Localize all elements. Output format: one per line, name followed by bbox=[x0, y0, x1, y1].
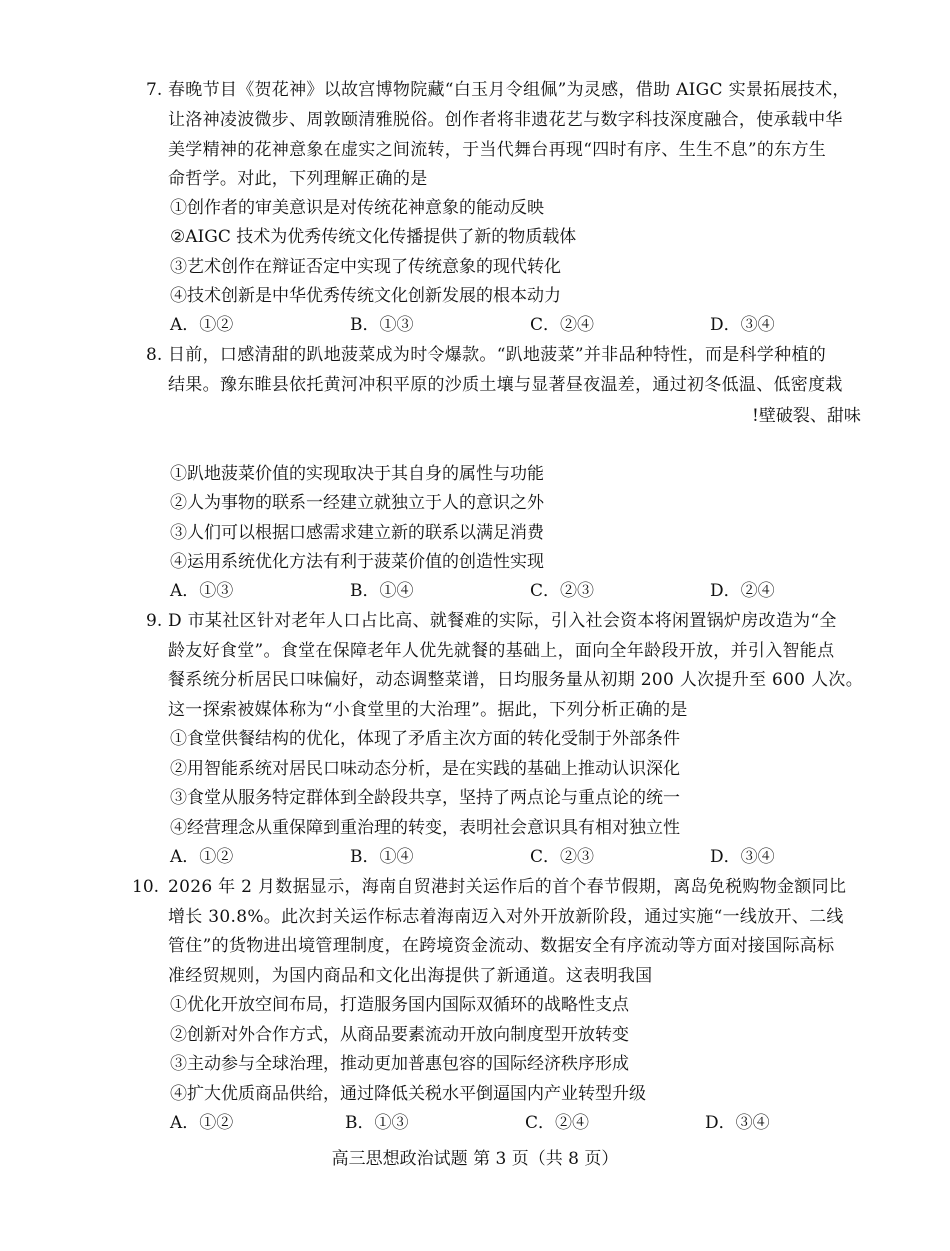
question-stem-line: 增长 30.8%。此次封关运作标志着海南迈入对外开放新阶段，通过实施“一线放开、二线 bbox=[168, 907, 844, 927]
answer-choice-a: A．①② bbox=[170, 1113, 234, 1133]
answer-choice-c: C．②③ bbox=[530, 847, 595, 867]
question-stem-line: 春晚节目《贺花神》以故宫博物院藏“白玉月令组佩”为灵感，借助 AIGC 实景拓展技术， bbox=[168, 80, 850, 100]
answer-choice-b: B．①③ bbox=[350, 315, 414, 335]
answer-choice-a: A．①② bbox=[170, 847, 234, 867]
statement-option: ③主动参与全球治理，推动更加普惠包容的国际经济秩序形成 bbox=[170, 1054, 629, 1074]
question-stem-line: 龄友好食堂”。食堂在保障老年人优先就餐的基础上，面向全年龄段开放，并引入智能点 bbox=[168, 641, 835, 661]
answer-choice-d: D．③④ bbox=[710, 315, 775, 335]
statement-option: ②用智能系统对居民口味动态分析，是在实践的基础上推动认识深化 bbox=[170, 759, 680, 779]
question-stem-line: 日前，口感清甜的趴地菠菜成为时令爆款。“趴地菠菜”并非品种特性，而是科学种植的 bbox=[168, 345, 827, 365]
statement-option: ②人为事物的联系一经建立就独立于人的意识之外 bbox=[170, 493, 544, 513]
question-stem-line: 让洛神凌波微步、周敦颐清雅脱俗。创作者将非遗花艺与数字科技深度融合，使承载中华 bbox=[168, 110, 843, 130]
answer-choice-c: C．②④ bbox=[525, 1113, 590, 1133]
statement-option: ①趴地菠菜价值的实现取决于其自身的属性与功能 bbox=[170, 464, 544, 484]
statement-option: ③人们可以根据口感需求建立新的联系以满足消费 bbox=[170, 523, 544, 543]
answer-choice-b: B．①④ bbox=[350, 581, 414, 601]
question-stem-line: 2026 年 2 月数据显示，海南自贸港封关运作后的首个春节假期，离岛免税购物金额同比 bbox=[168, 877, 847, 897]
answer-choice-a: A．①③ bbox=[170, 581, 234, 601]
statement-option: ②AIGC 技术为优秀传统文化传播提供了新的物质载体 bbox=[170, 227, 577, 247]
question-stem-line: 准经贸规则，为国内商品和文化出海提供了新通道。这表明我国 bbox=[168, 966, 653, 986]
question-stem-line: 这一探索被媒体称为“小食堂里的大治理”。据此，下列分析正确的是 bbox=[168, 700, 688, 720]
question-stem-line: 管住”的货物进出境管理制度，在跨境资金流动、数据安全有序流动等方面对接国际高标 bbox=[168, 936, 835, 956]
partial-text-fragment: !壁破裂、甜味 bbox=[752, 406, 861, 426]
statement-option: ③食堂从服务特定群体到全龄段共享，坚持了两点论与重点论的统一 bbox=[170, 788, 680, 808]
question-stem-line: 餐系统分析居民口味偏好，动态调整菜谱，日均服务量从初期 200 人次提升至 600 人次。 bbox=[168, 670, 864, 690]
question-stem-line: 美学精神的花神意象在虚实之间流转，于当代舞台再现“四时有序、生生不息”的东方生 bbox=[168, 140, 827, 160]
answer-choice-c: C．②③ bbox=[530, 581, 595, 601]
answer-choice-c: C．②④ bbox=[530, 315, 595, 335]
question-number: 8. bbox=[146, 345, 163, 365]
answer-choice-b: B．①④ bbox=[350, 847, 414, 867]
question-number: 7. bbox=[146, 80, 163, 100]
question-stem-line: 结果。豫东睢县依托黄河冲积平原的沙质土壤与显著昼夜温差，通过初冬低温、低密度栽 bbox=[168, 375, 843, 395]
statement-option: ①创作者的审美意识是对传统花神意象的能动反映 bbox=[170, 198, 544, 218]
statement-option: ④扩大优质商品供给，通过降低关税水平倒逼国内产业转型升级 bbox=[170, 1084, 646, 1104]
answer-choice-d: D．③④ bbox=[710, 847, 775, 867]
statement-option: ①食堂供餐结构的优化，体现了矛盾主次方面的转化受制于外部条件 bbox=[170, 729, 680, 749]
question-number: 9. bbox=[146, 611, 163, 631]
statement-option: ①优化开放空间布局，打造服务国内国际双循环的战略性支点 bbox=[170, 995, 629, 1015]
answer-choice-b: B．①③ bbox=[345, 1113, 409, 1133]
statement-option: ②创新对外合作方式，从商品要素流动开放向制度型开放转变 bbox=[170, 1025, 629, 1045]
answer-choice-a: A．①② bbox=[170, 315, 234, 335]
answer-choice-d: D．③④ bbox=[705, 1113, 770, 1133]
question-stem-line: D 市某社区针对老年人口占比高、就餐难的实际，引入社会资本将闲置锅炉房改造为“全 bbox=[168, 611, 837, 631]
statement-option: ③艺术创作在辩证否定中实现了传统意象的现代转化 bbox=[170, 257, 561, 277]
statement-option: ④经营理念从重保障到重治理的转变，表明社会意识具有相对独立性 bbox=[170, 818, 680, 838]
statement-option: ④运用系统优化方法有利于菠菜价值的创造性实现 bbox=[170, 552, 544, 572]
question-number: 10. bbox=[132, 877, 160, 897]
statement-option: ④技术创新是中华优秀传统文化创新发展的根本动力 bbox=[170, 286, 561, 306]
answer-choice-d: D．②④ bbox=[710, 581, 775, 601]
question-stem-line: 命哲学。对此，下列理解正确的是 bbox=[168, 169, 428, 189]
page-footer: 高三思想政治试题 第 3 页（共 8 页） bbox=[331, 1149, 619, 1169]
